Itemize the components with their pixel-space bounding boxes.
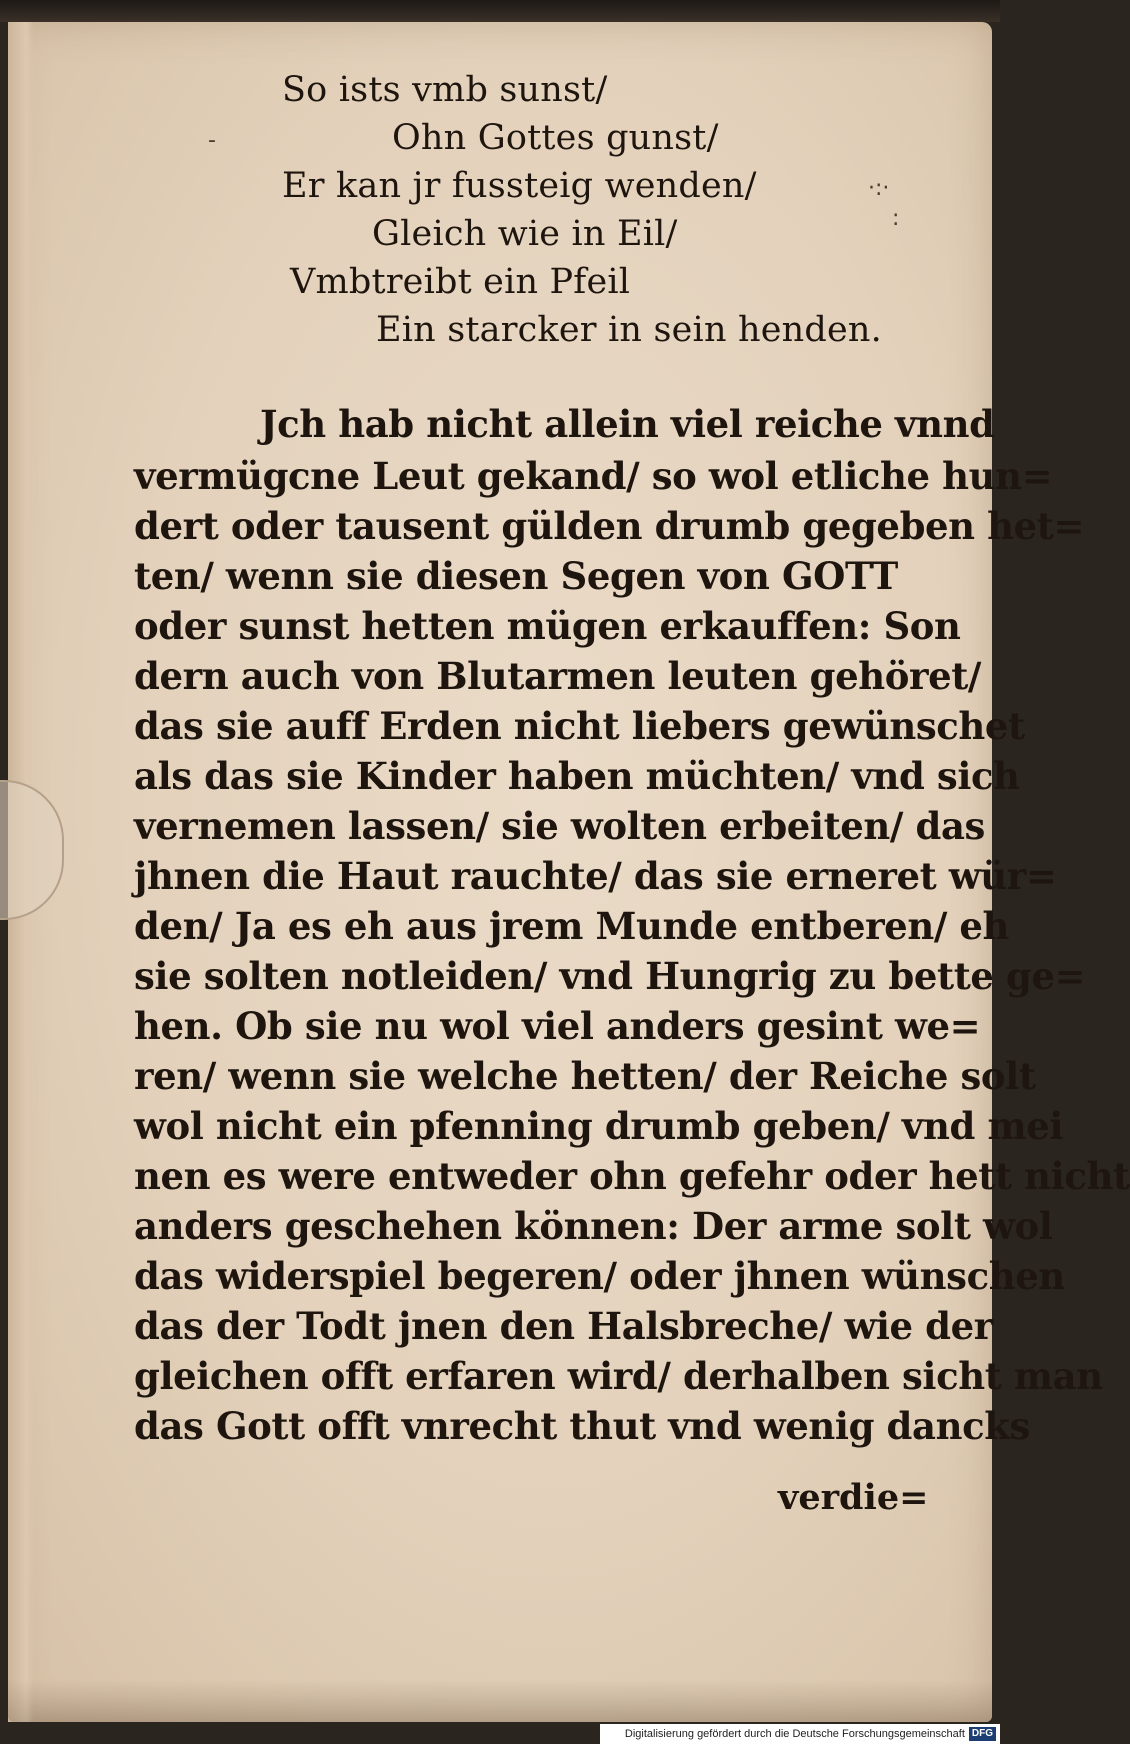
prose-line: vernemen lassen/ sie wolten erbeiten/ das <box>134 804 985 848</box>
prose-line: anders geschehen können: Der arme solt wol <box>134 1204 1053 1248</box>
prose-line: den/ Ja es eh aus jrem Munde entberen/ eh <box>134 904 1010 948</box>
prose-line: als das sie Kinder haben müchten/ vnd sich <box>134 754 1020 798</box>
margin-mark: : <box>892 206 900 231</box>
prose-line: jhnen die Haut rauchte/ das sie erneret wür= <box>134 854 1057 898</box>
verse-line: Er kan jr fussteig wenden/ <box>282 166 757 206</box>
prose-line: hen. Ob sie nu wol viel anders gesint we= <box>134 1004 981 1048</box>
verse-line: Ohn Gottes gunst/ <box>392 118 719 158</box>
digitization-footer <box>600 1724 1000 1744</box>
prose-line: dert oder tausent gülden drumb gegeben het= <box>134 504 1085 548</box>
prose-line: das sie auff Erden nicht liebers gewünschet <box>134 704 1025 748</box>
margin-mark: - <box>208 128 216 153</box>
prose-line: das der Todt jnen den Halsbreche/ wie der <box>134 1304 993 1348</box>
prose-line: Jch hab nicht allein viel reiche vnnd <box>260 402 995 446</box>
verse-line: Ein starcker in sein henden. <box>376 310 882 350</box>
prose-line: wol nicht ein pfenning drumb geben/ vnd mei <box>134 1104 1064 1148</box>
digitization-credit: Digitalisierung gefördert durch die Deutsche Forschungsgemeinschaft <box>624 1728 965 1740</box>
catchword: verdie= <box>778 1477 929 1518</box>
prose-line: gleichen offt erfaren wird/ derhalben sicht man <box>134 1354 1103 1398</box>
verse-line: Gleich wie in Eil/ <box>372 214 678 254</box>
verse-line: Vmbtreibt ein Pfeil <box>290 262 631 302</box>
prose-line: nen es were entweder ohn gefehr oder hett nicht <box>134 1154 1130 1198</box>
prose-line: das widerspiel begeren/ oder jhnen wünschen <box>134 1254 1065 1298</box>
verse-line: So ists vmb sunst/ <box>282 70 608 110</box>
prose-line: sie solten notleiden/ vnd Hungrig zu bette ge= <box>134 954 1086 998</box>
prose-line: vermügcne Leut gekand/ so wol etliche hun= <box>134 454 1053 498</box>
prose-line: dern auch von Blutarmen leuten gehöret/ <box>134 654 982 698</box>
dfg-logo: DFG <box>969 1727 996 1741</box>
prose-line: das Gott offt vnrecht thut vnd wenig dancks <box>134 1404 1030 1448</box>
prose-line: ten/ wenn sie diesen Segen von GOTT <box>134 554 898 598</box>
prose-line: oder sunst hetten mügen erkauffen: Son <box>134 604 961 648</box>
prose-line: ren/ wenn sie welche hetten/ der Reiche solt <box>134 1054 1036 1098</box>
margin-mark: ·:· <box>868 176 890 201</box>
